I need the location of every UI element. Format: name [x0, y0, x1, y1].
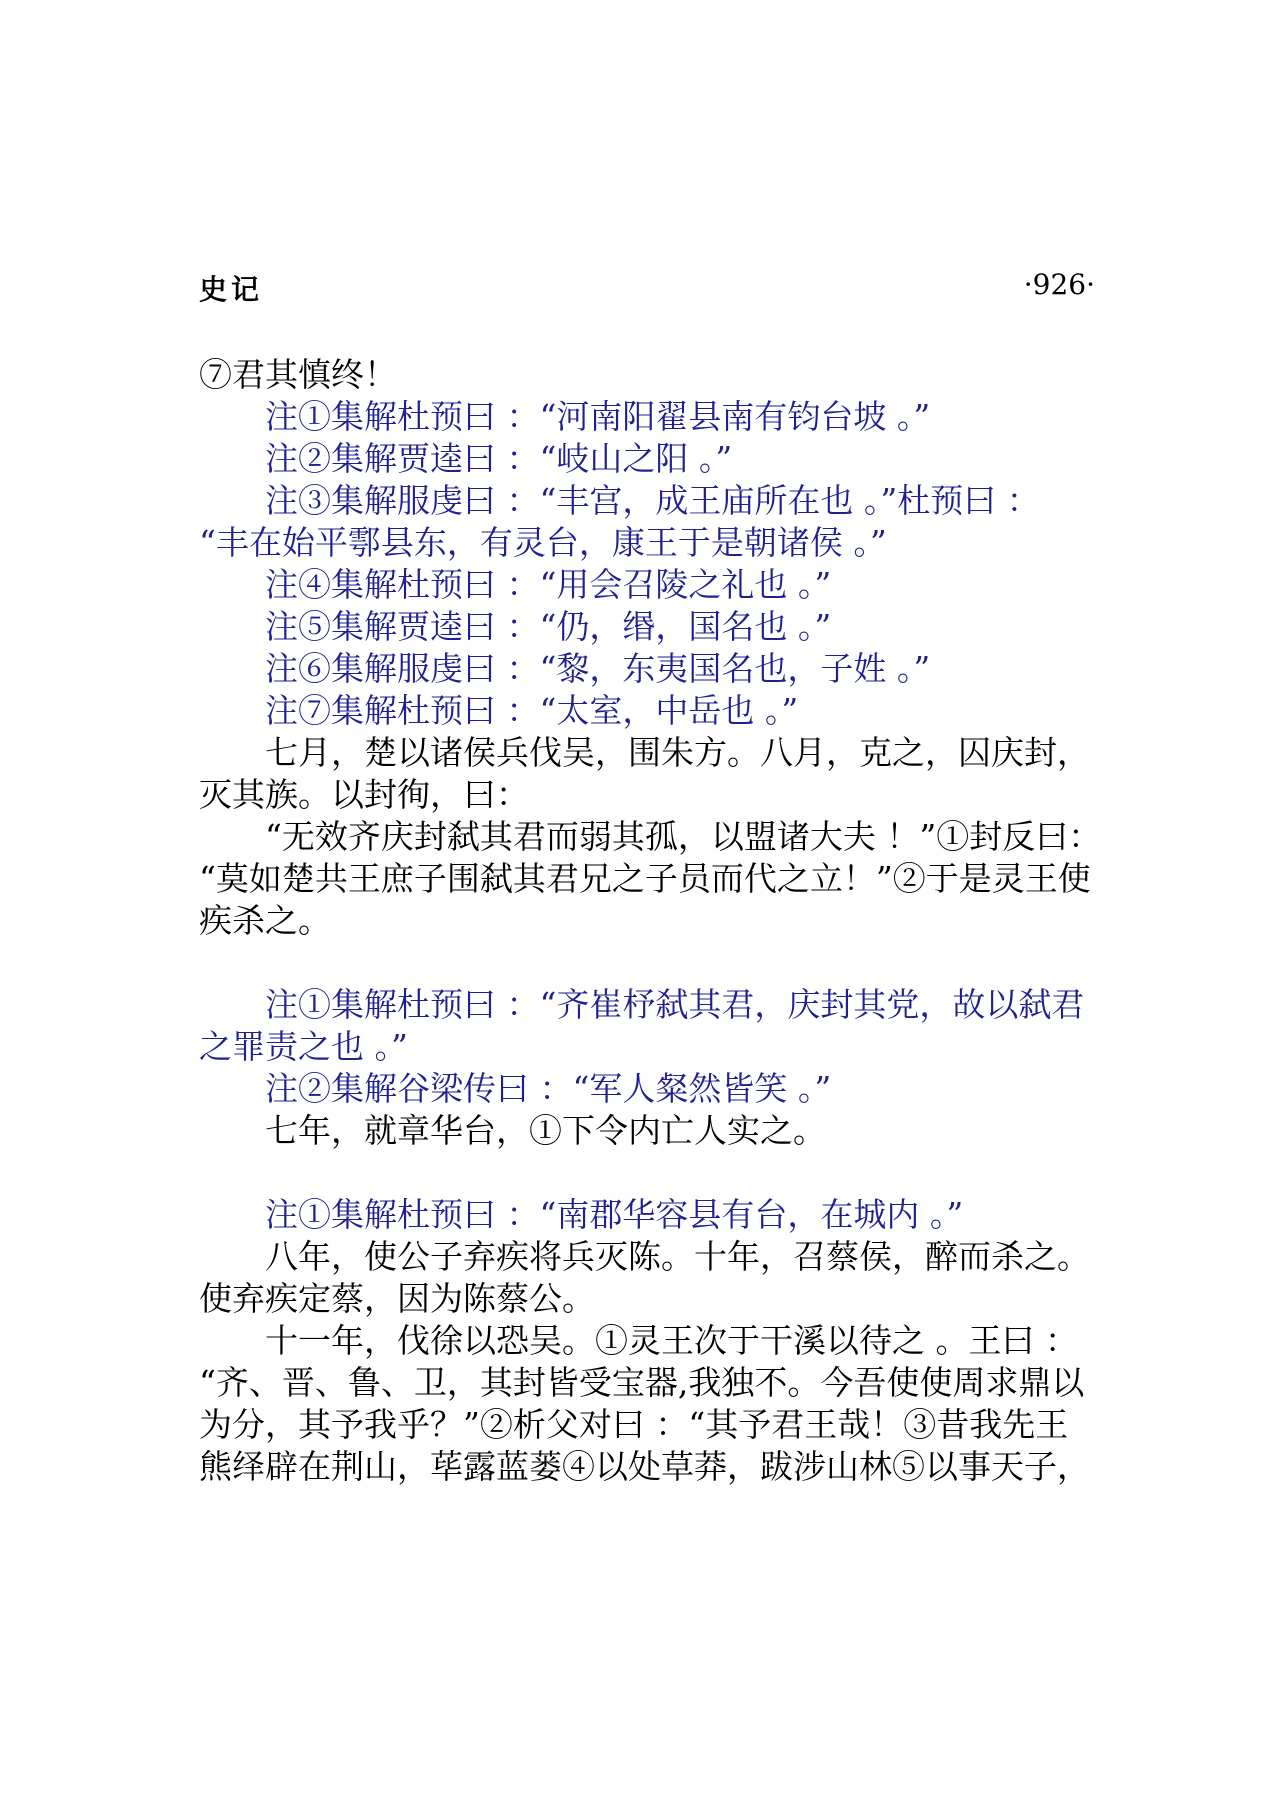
text-line: 七月，楚以诸侯兵伐吴，围朱方。八月，克之，囚庆封，: [265, 733, 1090, 772]
annotation-line: 注③集解服虔曰 ：“丰宫，成王庙所在也 。”杜预曰 ：: [265, 481, 1040, 520]
annotation-line: “丰在始平鄠县东，有灵台，康王于是朝诸侯 。”: [199, 523, 887, 562]
annotation-line: 注⑤集解贾逵曰 ：“仍，缗，国名也 。”: [265, 607, 832, 646]
text-line: “莫如楚共王庶子围弑其君兄之子员而代之立！”②于是灵王使: [199, 859, 1091, 898]
annotation-line: 注①集解杜预曰 ：“河南阳翟县南有钧台坡 。”: [265, 397, 931, 436]
annotation-line: 注②集解贾逵曰 ：“岐山之阳 。”: [265, 439, 733, 478]
annotation-line: 注①集解杜预曰 ：“齐崔杼弑其君，庆封其党，故以弑君: [265, 985, 1085, 1024]
text-line: ⑦君其慎终！: [199, 355, 397, 394]
text-line: 七年，就章华台，①下令内亡人实之。: [265, 1111, 826, 1150]
text-line: 疾杀之。: [199, 901, 331, 940]
page-header: [199, 268, 1095, 308]
annotation-line: 注⑦集解杜预曰 ：“太室，中岳也 。”: [265, 691, 799, 730]
annotation-line: 注②集解谷梁传曰 ：“军人粲然皆笑 。”: [265, 1069, 832, 1108]
page-number: ·926·: [1023, 268, 1095, 301]
annotation-line: 注④集解杜预曰 ：“用会召陵之礼也 。”: [265, 565, 832, 604]
text-line: 八年，使公子弃疾将兵灭陈。十年，召蔡侯，醉而杀之。: [265, 1237, 1090, 1276]
text-line: “无效齐庆封弑其君而弱其孤，以盟诸大夫 ！”①封反曰：: [265, 817, 1102, 856]
text-line: “齐、晋、鲁、卫，其封皆受宝器,我独不。今吾使使周求鼎以: [199, 1363, 1085, 1402]
text-line: 十一年，伐徐以恐吴。①灵王次于干溪以待之 。王曰 ：: [265, 1321, 1078, 1360]
text-line: 灭其族。以封徇，曰：: [199, 775, 529, 814]
annotation-line: 之罪责之也 。”: [199, 1027, 408, 1066]
annotation-line: 注①集解杜预曰 ：“南郡华容县有台，在城内 。”: [265, 1195, 964, 1234]
book-title: 史记: [199, 273, 264, 306]
text-line: 使弃疾定蔡，因为陈蔡公。: [199, 1279, 595, 1318]
text-line: 为分，其予我乎？”②析父对曰 ：“其予君王哉！③昔我先王: [199, 1405, 1069, 1444]
annotation-line: 注⑥集解服虔曰 ：“黎，东夷国名也，子姓 。”: [265, 649, 931, 688]
text-line: 熊绎辟在荆山，荜露蓝蒌④以处草莽，跋涉山林⑤以事天子，: [199, 1447, 1090, 1486]
